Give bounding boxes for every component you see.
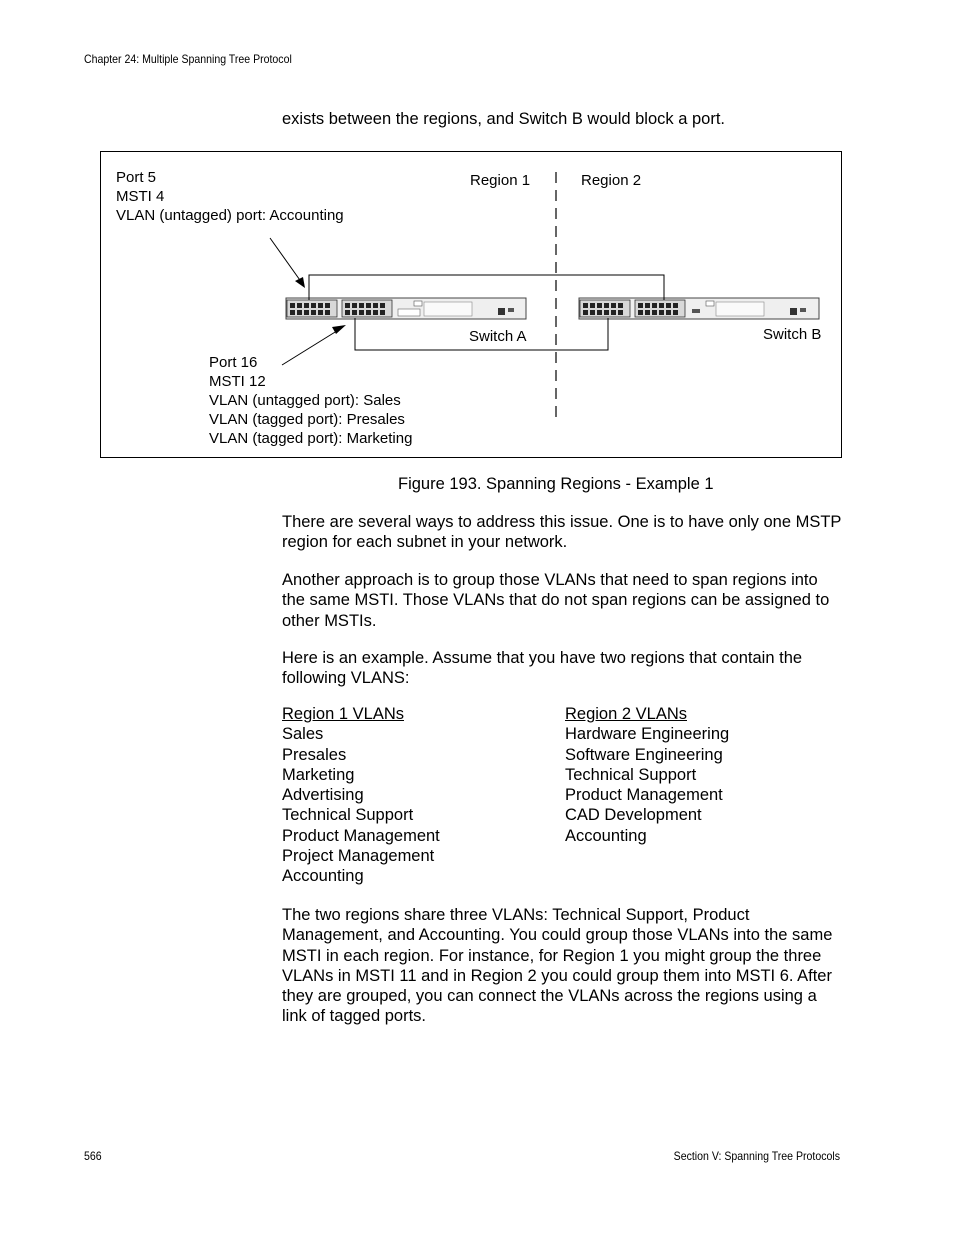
switch-b-device [579,298,819,319]
region2-vlan-heading: Region 2 VLANs [565,705,687,723]
list-item: Sales [282,725,324,744]
list-item: Technical Support [282,806,414,825]
switch-b-label: Switch B [763,326,822,343]
paragraph-1: There are several ways to address this issue. One is to have only one MSTP region for each subnet in your network. [282,513,842,552]
page-number: 566 [84,1149,102,1163]
list-item: Advertising [282,786,364,805]
port5-label: Port 5 MSTI 4 VLAN (untagged) port: Accounting [116,169,344,224]
list-item: Presales [282,745,347,764]
paragraph-3: Here is an example. Assume that you have two regions that contain the following VLANS: [282,649,803,688]
region2-vlan-list [565,704,729,846]
figure-caption: Figure 193. Spanning Regions - Example 1 [398,475,714,493]
switch-a-label: Switch A [469,328,527,345]
list-item: CAD Development [565,806,702,825]
footer-section: Section V: Spanning Tree Protocols [673,1149,840,1163]
list-item: Product Management [565,786,723,805]
region1-vlan-heading: Region 1 VLANs [282,705,404,723]
port16-label: Port 16 MSTI 12 VLAN (untagged port): Sales VLAN (tagged port): Presales VLAN (tagged port): Marketing [209,354,413,447]
list-item: Project Management [282,847,435,866]
list-item: Hardware Engineering [565,725,730,744]
list-item: Product Management [282,826,440,845]
region1-label: Region 1 [470,172,531,189]
closing-paragraph: The two regions share three VLANs: Technical Support, Product Management, and Accounting. You could group those VLANs into the same MSTI in each region. For instance, for Region 1 you might group the three VLANs in MSTI 11 and in Region 2 you could group them into MSTI 6. After they are grouped, you can connect the VLANs across the regions using a link of tagged ports. [282,906,833,1026]
paragraph-2: Another approach is to group those VLANs that need to span regions into the same MSTI. Those VLANs that do not span regions can be assigned to other MSTIs. [282,571,830,630]
list-item: Technical Support [565,765,697,784]
list-item: Accounting [565,826,647,845]
switch-a-device [286,298,526,319]
list-item: Software Engineering [565,745,723,764]
list-item: Accounting [282,867,364,886]
running-header: Chapter 24: Multiple Spanning Tree Protocol [84,52,292,66]
region2-label: Region 2 [581,172,642,189]
region1-vlan-list [282,704,440,887]
spanning-regions-diagram [0,0,954,470]
intro-line: exists between the regions, and Switch B would block a port. [282,110,725,128]
list-item: Marketing [282,765,355,784]
